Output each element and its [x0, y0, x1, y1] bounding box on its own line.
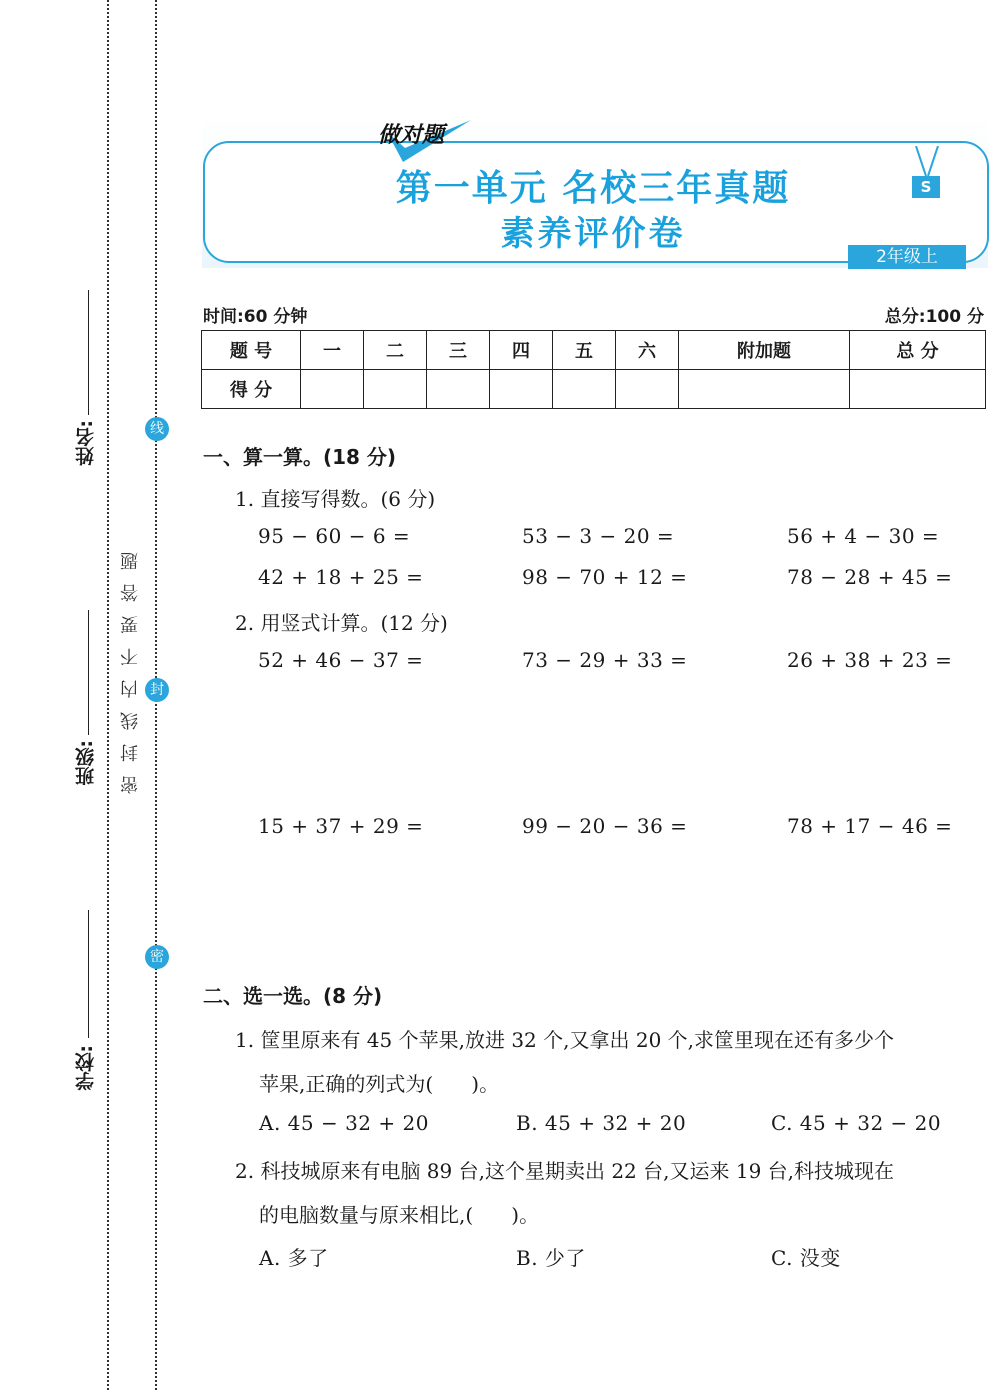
- banner-badge: 做对题: [378, 123, 445, 148]
- name-label: 姓名:: [75, 420, 97, 466]
- name-blank-line: [88, 290, 89, 415]
- choice-option[interactable]: B. 少了: [516, 1246, 586, 1270]
- score-table-header: 五: [553, 331, 616, 370]
- grade-tag: 2年级上: [848, 245, 966, 269]
- vertical-calc-expr: 78 + 17 − 46 =: [787, 814, 953, 838]
- score-table-header: 四: [490, 331, 553, 370]
- section2-q1-line1: 1. 筐里原来有 45 个苹果,放进 32 个,又拿出 20 个,求筐里现在还有多少个: [235, 1028, 895, 1052]
- vertical-calc-expr: 73 − 29 + 33 =: [522, 648, 688, 672]
- choice-option[interactable]: A. 多了: [259, 1246, 329, 1270]
- choice-option[interactable]: C. 没变: [771, 1246, 841, 1270]
- oral-expr: 95 − 60 − 6 =: [258, 524, 411, 548]
- exam-total-score: 总分:100 分: [884, 307, 984, 327]
- oral-expr: 98 − 70 + 12 =: [522, 565, 688, 589]
- score-cell[interactable]: [490, 370, 553, 409]
- score-table-header: 附加题: [679, 331, 850, 370]
- score-table: [201, 330, 986, 409]
- score-cell[interactable]: [679, 370, 850, 409]
- exam-time: 时间:60 分钟: [203, 307, 308, 327]
- section1-q1-title: 1. 直接写得数。(6 分): [235, 487, 436, 511]
- score-cell[interactable]: [850, 370, 986, 409]
- seal-notice: 密封线内不要答题: [120, 538, 141, 794]
- score-table-header-row: [202, 331, 986, 370]
- oral-expr: 42 + 18 + 25 =: [258, 565, 424, 589]
- seal-mark-line: 线: [145, 417, 169, 441]
- section2-q2-line2: 的电脑数量与原来相比,( )。: [259, 1203, 540, 1227]
- score-cell[interactable]: [364, 370, 427, 409]
- score-table-header: 二: [364, 331, 427, 370]
- score-cell[interactable]: [553, 370, 616, 409]
- choice-option[interactable]: C. 45 + 32 − 20: [771, 1111, 942, 1135]
- seal-mark-seal: 封: [145, 678, 169, 702]
- series-flag: S: [912, 176, 940, 198]
- section1-title: 一、算一算。(18 分): [203, 445, 397, 469]
- school-blank-line: [88, 910, 89, 1038]
- vertical-calc-expr: 15 + 37 + 29 =: [258, 814, 424, 838]
- vertical-calc-expr: 52 + 46 − 37 =: [258, 648, 424, 672]
- banner-title-line2: 素养评价卷: [500, 214, 686, 254]
- binding-dotted-line-left: [107, 0, 109, 1390]
- banner-title-line1: 第一单元 名校三年真题: [395, 168, 791, 209]
- class-label: 班级:: [75, 740, 97, 786]
- score-cell[interactable]: [427, 370, 490, 409]
- section1-q2-title: 2. 用竖式计算。(12 分): [235, 611, 448, 635]
- score-table-header: 六: [616, 331, 679, 370]
- vertical-calc-expr: 99 − 20 − 36 =: [522, 814, 688, 838]
- seal-mark-secret: 密: [145, 945, 169, 969]
- choice-option[interactable]: B. 45 + 32 + 20: [516, 1111, 687, 1135]
- oral-expr: 78 − 28 + 45 =: [787, 565, 953, 589]
- score-table-header: 总 分: [850, 331, 986, 370]
- score-cell[interactable]: [616, 370, 679, 409]
- score-table-header: 一: [301, 331, 364, 370]
- choice-option[interactable]: A. 45 − 32 + 20: [259, 1111, 429, 1135]
- vertical-calc-expr: 26 + 38 + 23 =: [787, 648, 953, 672]
- school-label: 学校:: [75, 1045, 97, 1091]
- class-blank-line: [88, 610, 89, 735]
- section2-q2-line1: 2. 科技城原来有电脑 89 台,这个星期卖出 22 台,又运来 19 台,科技城现在: [235, 1159, 895, 1183]
- score-table-header: 题 号: [202, 331, 301, 370]
- score-row-label: 得 分: [202, 370, 301, 409]
- score-cell[interactable]: [301, 370, 364, 409]
- section2-title: 二、选一选。(8 分): [203, 984, 383, 1008]
- score-table-score-row: [202, 370, 986, 409]
- section2-q1-line2: 苹果,正确的列式为( )。: [259, 1072, 500, 1096]
- oral-expr: 56 + 4 − 30 =: [787, 524, 940, 548]
- score-table-header: 三: [427, 331, 490, 370]
- oral-expr: 53 − 3 − 20 =: [522, 524, 675, 548]
